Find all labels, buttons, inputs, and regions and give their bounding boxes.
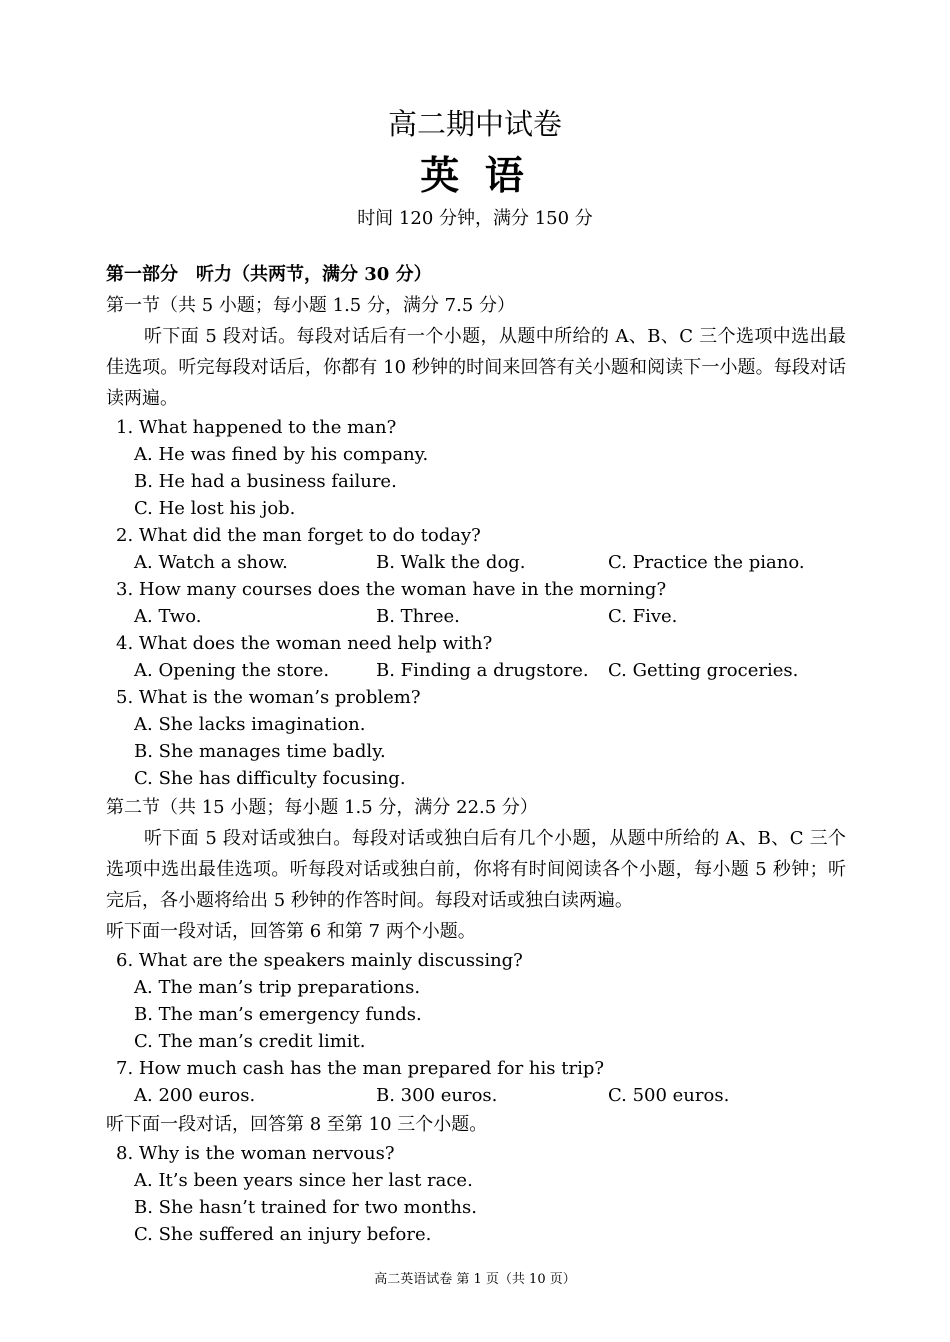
option-8c: C. She suffered an injury before. <box>134 1224 432 1245</box>
option-4b: B. Finding a drugstore. <box>376 660 589 681</box>
option-7c: C. 500 euros. <box>608 1085 730 1106</box>
page-footer: 高二英语试卷 第 1 页（共 10 页） <box>374 1272 576 1287</box>
exam-body <box>106 259 846 1248</box>
option-3c: C. Five. <box>608 606 678 627</box>
options-row-3 <box>106 603 846 630</box>
option-6b: B. The man’s emergency funds. <box>134 1004 422 1025</box>
option-1b: B. He had a business failure. <box>134 471 397 492</box>
section2-title: 第二节（共 15 小题；每小题 1.5 分，满分 22.5 分） <box>106 797 538 818</box>
option-2b: B. Walk the dog. <box>376 552 526 573</box>
question-8: 8. Why is the woman nervous? <box>116 1143 395 1164</box>
options-row-7 <box>106 1082 846 1109</box>
question-7: 7. How much cash has the man prepared for his trip? <box>116 1058 605 1079</box>
option-2c: C. Practice the piano. <box>608 552 805 573</box>
exam-meta: 时间 120 分钟，满分 150 分 <box>357 208 593 229</box>
options-row-2 <box>106 549 846 576</box>
question-5: 5. What is the woman’s problem? <box>116 687 421 708</box>
exam-title: 高二期中试卷 <box>387 107 562 141</box>
question-2: 2. What did the man forget to do today? <box>116 525 481 546</box>
section1-title: 第一节（共 5 小题；每小题 1.5 分，满分 7.5 分） <box>106 295 516 316</box>
group1-instruction: 听下面一段对话，回答第 6 和第 7 两个小题。 <box>106 921 476 942</box>
option-8a: A. It’s been years since her last race. <box>134 1170 473 1191</box>
section1-instructions: 听下面 5 段对话。每段对话后有一个小题，从题中所给的 A、B、C 三个选项中选出最佳选项。听完每段对话后，你都有 10 秒钟的时间来回答有关小题和阅读下一小题。每段对话读两遍。 <box>106 326 846 409</box>
option-1a: A. He was fined by his company. <box>134 444 429 465</box>
question-3: 3. How many courses does the woman have in the morning? <box>116 579 667 600</box>
option-1c: C. He lost his job. <box>134 498 296 519</box>
option-3b: B. Three. <box>376 606 460 627</box>
option-2a: A. Watch a show. <box>134 552 288 573</box>
option-5c: C. She has difficulty focusing. <box>134 768 406 789</box>
option-4c: C. Getting groceries. <box>608 660 799 681</box>
subject-title: 英 语 <box>420 153 530 199</box>
group2-instruction: 听下面一段对话，回答第 8 至第 10 三个小题。 <box>106 1114 488 1135</box>
option-6a: A. The man’s trip preparations. <box>134 977 421 998</box>
options-row-4 <box>106 657 846 684</box>
question-4: 4. What does the woman need help with? <box>116 633 493 654</box>
option-8b: B. She hasn’t trained for two months. <box>134 1197 477 1218</box>
option-6c: C. The man’s credit limit. <box>134 1031 366 1052</box>
question-6: 6. What are the speakers mainly discussing? <box>116 950 523 971</box>
option-7b: B. 300 euros. <box>376 1085 498 1106</box>
option-4a: A. Opening the store. <box>134 660 330 681</box>
section2-instructions: 听下面 5 段对话或独白。每段对话或独白后有几个小题，从题中所给的 A、B、C 三个选项中选出最佳选项。听每段对话或独白前，你将有时间阅读各个小题，每小题 5 秒钟；听完后，各小题将给出 5 秒钟的作答时间。每段对话或独白读两遍。 <box>106 828 846 911</box>
option-3a: A. Two. <box>134 606 202 627</box>
question-1: 1. What happened to the man? <box>116 417 397 438</box>
option-7a: A. 200 euros. <box>134 1085 256 1106</box>
part1-title: 第一部分 听力（共两节，满分 30 分） <box>106 264 432 285</box>
option-5b: B. She manages time badly. <box>134 741 386 762</box>
option-5a: A. She lacks imagination. <box>134 714 366 735</box>
